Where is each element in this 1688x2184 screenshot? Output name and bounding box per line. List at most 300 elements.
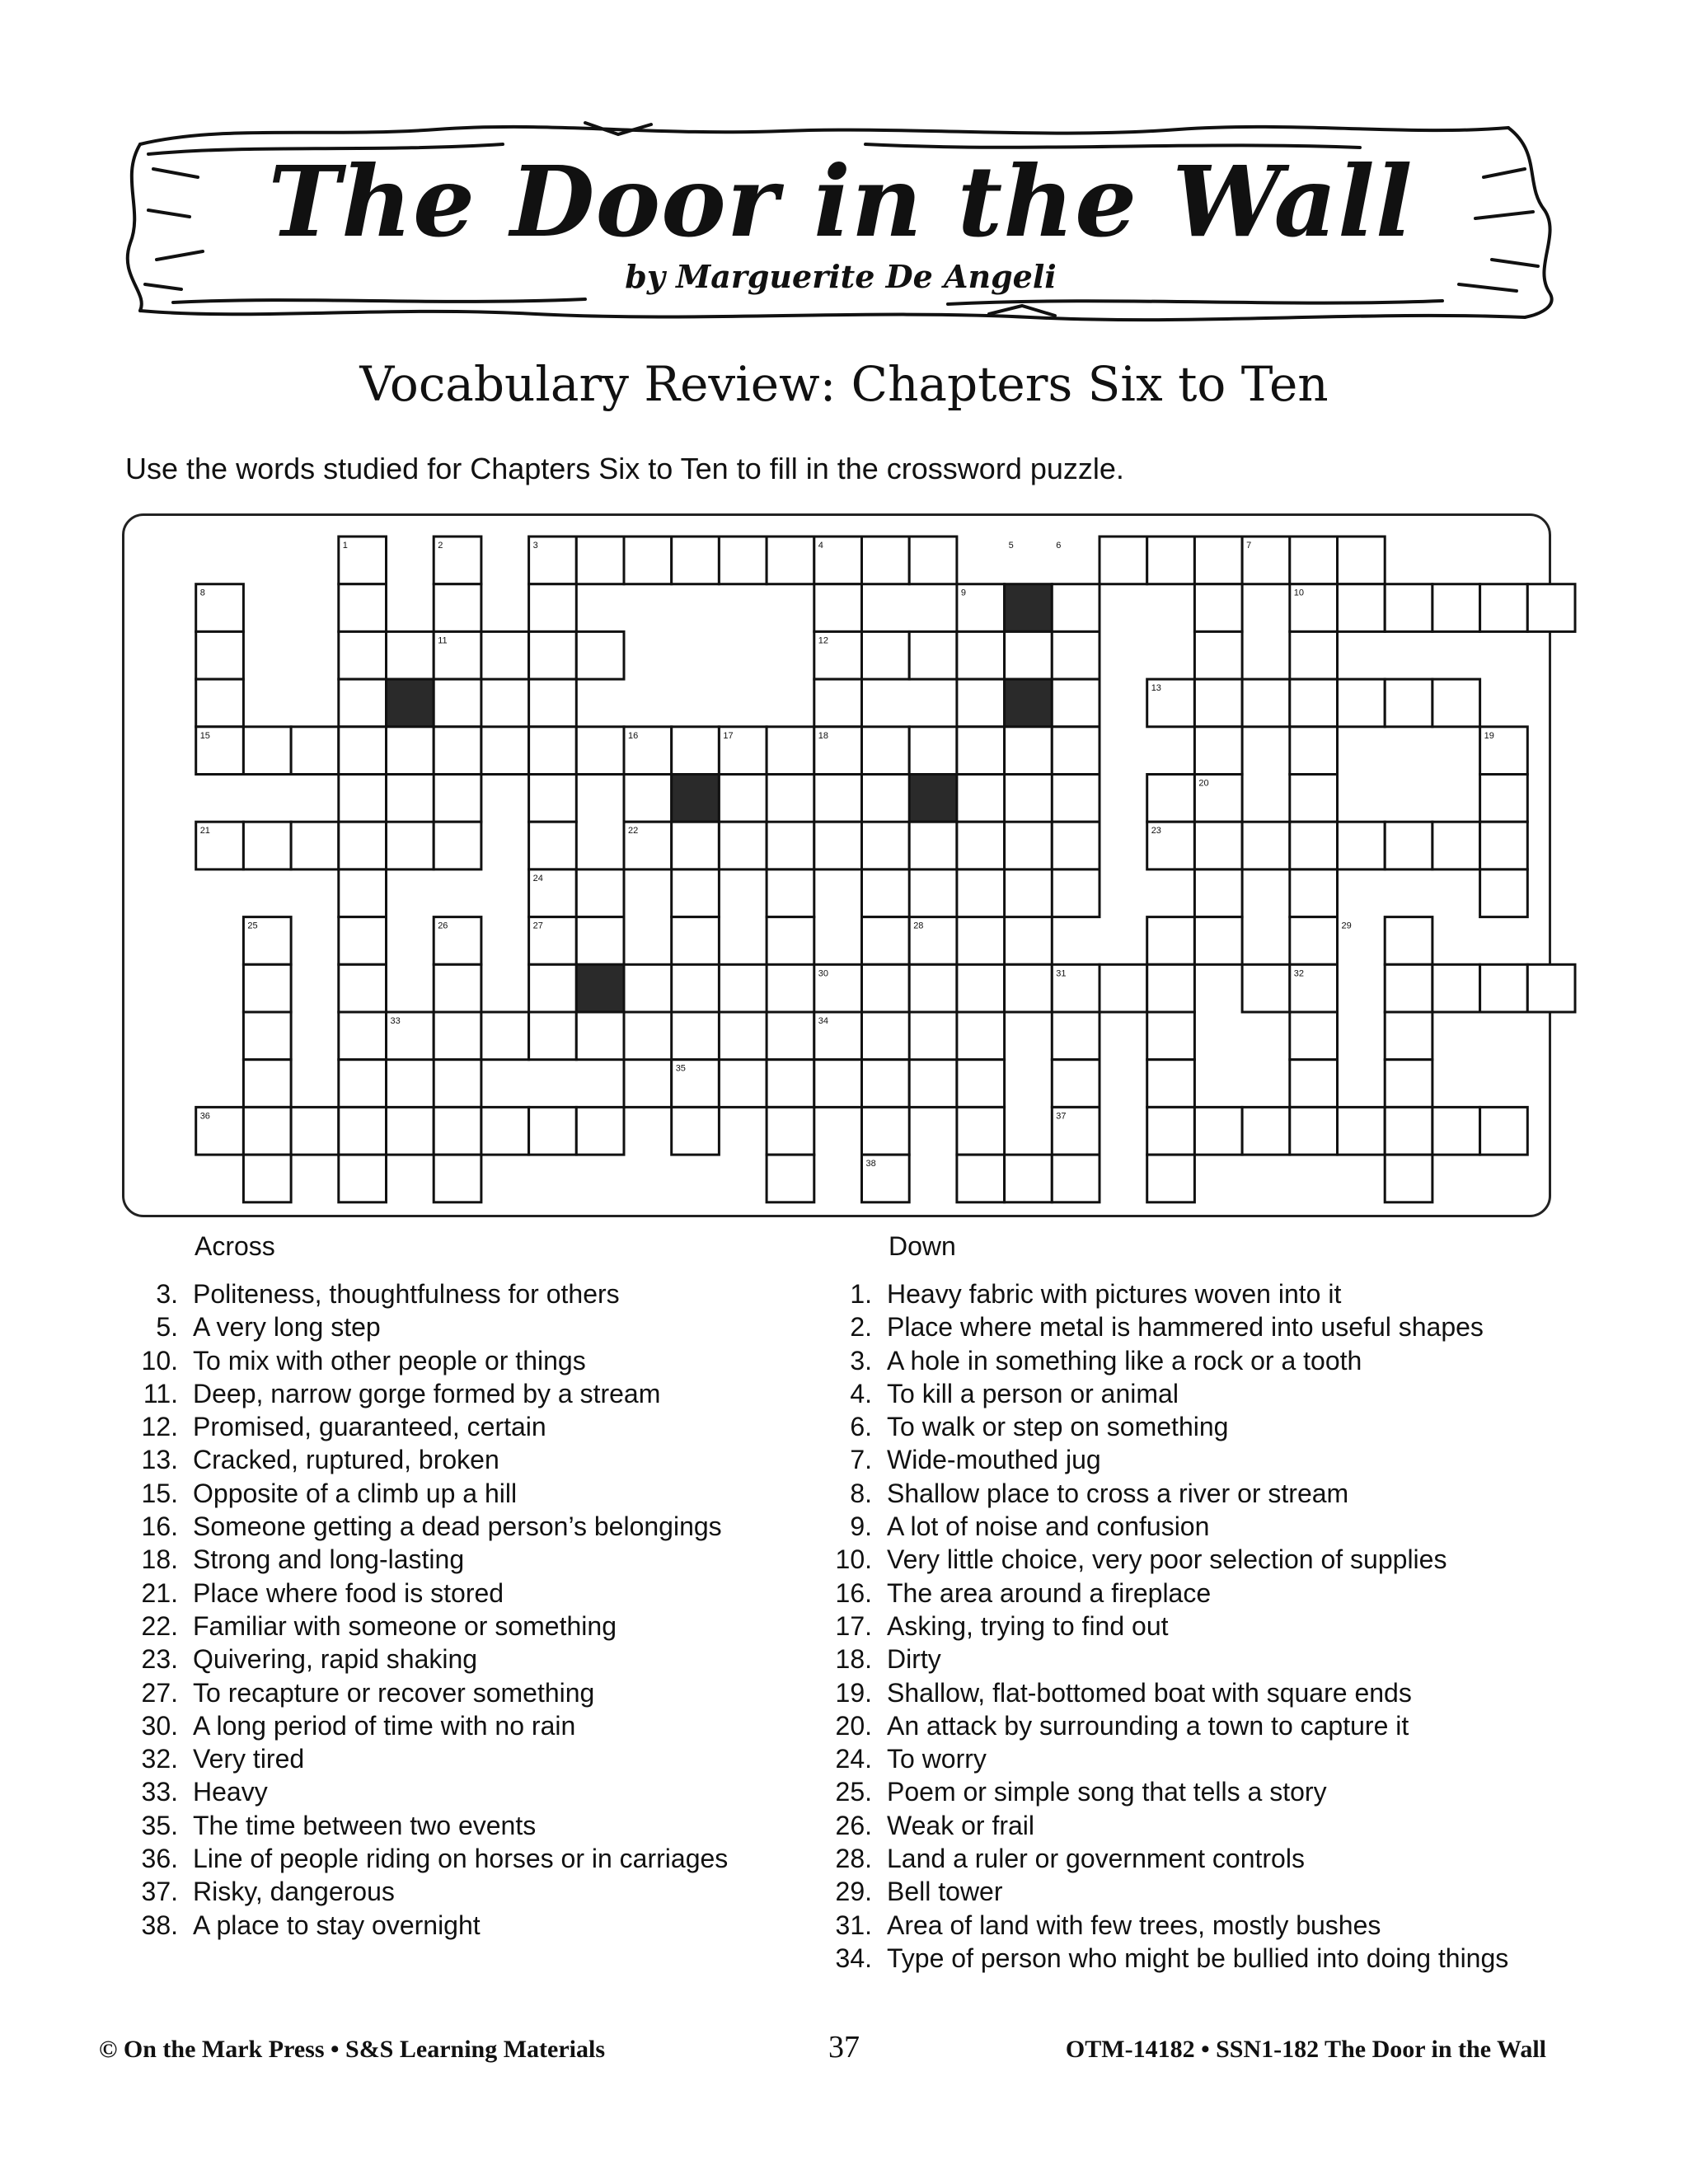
crossword-cell[interactable] [1147, 964, 1195, 1012]
crossword-cell[interactable] [1480, 584, 1528, 632]
clue-number: 7. [850, 1445, 872, 1475]
crossword-cell[interactable] [1385, 1107, 1432, 1155]
crossword-cell[interactable] [576, 1012, 624, 1060]
crossword-cell[interactable] [1290, 822, 1338, 869]
crossword-cell[interactable] [719, 822, 767, 869]
crossword-cell[interactable] [767, 1107, 814, 1155]
clue-number-label: 24 [532, 873, 543, 883]
crossword-cell[interactable] [243, 1060, 291, 1108]
crossword-cell[interactable] [1385, 1012, 1432, 1060]
crossword-cell[interactable] [814, 964, 862, 1012]
crossword-cell[interactable] [1147, 679, 1195, 727]
crossword-cell[interactable] [1338, 584, 1386, 632]
crossword-cell[interactable] [576, 869, 624, 917]
crossword-cell[interactable] [434, 584, 481, 632]
crossword-cell[interactable] [767, 1060, 814, 1108]
crossword-cell[interactable] [196, 1107, 244, 1155]
crossword-cell[interactable] [529, 964, 577, 1012]
crossword-cell[interactable] [1290, 631, 1338, 679]
clue-item [124, 1445, 824, 1478]
crossword-cell[interactable] [814, 822, 862, 869]
book-title: The Door in the Wall [268, 144, 1414, 259]
crossword-cell[interactable] [624, 537, 672, 584]
crossword-cell[interactable] [529, 679, 577, 727]
crossword-cell[interactable] [862, 917, 910, 965]
crossword-cell[interactable] [1194, 869, 1242, 917]
crossword-cell[interactable] [672, 917, 720, 965]
crossword-cell[interactable] [1005, 631, 1053, 679]
crossword-cell[interactable] [909, 631, 957, 679]
crossword-cell[interactable] [576, 727, 624, 775]
clue-number: 22. [141, 1610, 178, 1641]
clue-text: Shallow place to cross a river or stream [887, 1478, 1349, 1508]
clue-item [124, 1644, 824, 1677]
crossword-cell[interactable] [624, 822, 672, 869]
clue-number-label: 26 [438, 921, 448, 931]
crossword-cell[interactable] [1290, 869, 1338, 917]
crossword-cell[interactable] [957, 1155, 1005, 1202]
crossword-cell[interactable] [576, 1107, 624, 1155]
crossword-cell[interactable] [1100, 964, 1147, 1012]
clue-number-label: 20 [1198, 778, 1209, 789]
crossword-cell[interactable] [1194, 917, 1242, 965]
crossword-cell[interactable] [339, 1012, 387, 1060]
crossword-cell[interactable] [1290, 1012, 1338, 1060]
crossword-cell[interactable] [243, 964, 291, 1012]
crossword-cell[interactable] [196, 631, 244, 679]
crossword-cell[interactable] [243, 1012, 291, 1060]
crossword-cell[interactable] [624, 775, 672, 823]
crossword-cell[interactable] [719, 964, 767, 1012]
crossword-cell[interactable] [767, 917, 814, 965]
crossword-cell[interactable] [434, 679, 481, 727]
crossword-cell[interactable] [1147, 1060, 1195, 1108]
crossword-cell[interactable] [1005, 822, 1053, 869]
crossword-cell[interactable] [909, 964, 957, 1012]
crossword-cell[interactable] [434, 727, 481, 775]
crossword-cell[interactable] [196, 727, 244, 775]
crossword-cell[interactable] [243, 822, 291, 869]
clue-number-label: 1 [342, 541, 348, 551]
crossword-cell[interactable] [624, 964, 672, 1012]
crossword-cell[interactable] [1052, 1060, 1100, 1108]
clue-text: Strong and long-lasting [193, 1544, 465, 1575]
crossword-cell[interactable] [339, 869, 387, 917]
crossword-cell[interactable] [957, 775, 1005, 823]
crossword-cell[interactable] [1052, 1155, 1100, 1202]
crossword-cell[interactable] [339, 537, 387, 584]
crossword-cell[interactable] [339, 964, 387, 1012]
crossword-cell[interactable] [481, 1107, 529, 1155]
crossword-cell[interactable] [434, 1107, 481, 1155]
crossword-cell[interactable] [814, 727, 862, 775]
crossword-cell[interactable] [624, 727, 672, 775]
clue-item [818, 1312, 1559, 1345]
crossword-cell[interactable] [1052, 822, 1100, 869]
clue-item [818, 1744, 1559, 1777]
crossword-cell[interactable] [1432, 1107, 1480, 1155]
crossword-cell[interactable] [387, 822, 434, 869]
crossword-cell[interactable] [1052, 679, 1100, 727]
crossword-cell[interactable] [767, 1012, 814, 1060]
crossword-cell[interactable] [529, 631, 577, 679]
clue-text: Politeness, thoughtfulness for others [193, 1279, 620, 1309]
crossword-cell[interactable] [1147, 822, 1195, 869]
crossword-cell[interactable] [1005, 1155, 1053, 1202]
clue-text: Type of person who might be bullied into doing things [887, 1943, 1509, 1973]
crossword-cell[interactable] [1338, 537, 1386, 584]
crossword-cell[interactable] [814, 775, 862, 823]
crossword-cell[interactable] [862, 537, 910, 584]
crossword-cell[interactable] [1385, 584, 1432, 632]
crossword-cell[interactable] [434, 775, 481, 823]
crossword-cell[interactable] [909, 1060, 957, 1108]
crossword-cell[interactable] [767, 727, 814, 775]
crossword-cell[interactable] [1147, 1155, 1195, 1202]
across-heading: Across [195, 1231, 275, 1261]
crossword-cell[interactable] [624, 1060, 672, 1108]
clue-number: 23. [141, 1644, 178, 1675]
crossword-cell[interactable] [1194, 584, 1242, 632]
clue-number-label: 11 [438, 635, 448, 646]
clue-number: 16. [141, 1511, 178, 1542]
crossword-cell[interactable] [529, 584, 577, 632]
crossword-cell[interactable] [1527, 964, 1575, 1012]
crossword-cell[interactable] [1338, 822, 1386, 869]
crossword-cell[interactable] [196, 822, 244, 869]
clue-text: Risky, dangerous [193, 1877, 395, 1907]
crossword-cell[interactable] [1385, 1060, 1432, 1108]
clue-number-label: 12 [818, 635, 829, 646]
crossword-cell[interactable] [909, 917, 957, 965]
crossword-cell[interactable] [909, 537, 957, 584]
crossword-cell[interactable] [339, 679, 387, 727]
crossword-cell[interactable] [672, 822, 720, 869]
crossword-cell[interactable] [339, 631, 387, 679]
down-clue-list [818, 1279, 1559, 1976]
crossword-cell[interactable] [672, 869, 720, 917]
clue-number: 15. [141, 1478, 178, 1508]
crossword-cell[interactable] [1385, 917, 1432, 965]
crossword-cell[interactable] [1005, 917, 1053, 965]
crossword-cell[interactable] [1480, 727, 1528, 775]
clue-item [124, 1578, 824, 1611]
crossword-cell[interactable] [1005, 727, 1053, 775]
crossword-cell[interactable] [1194, 822, 1242, 869]
crossword-cell[interactable] [672, 1107, 720, 1155]
crossword-shaded-cell [909, 775, 957, 823]
footer-publisher: © On the Mark Press • S&S Learning Materials [99, 2036, 605, 2063]
clue-text: Wide-mouthed jug [887, 1445, 1101, 1475]
clue-item [124, 1744, 824, 1777]
crossword-cell[interactable] [1385, 964, 1432, 1012]
crossword-cell[interactable] [1052, 869, 1100, 917]
crossword-cell[interactable] [1432, 964, 1480, 1012]
clue-text: Promised, guaranteed, certain [193, 1412, 546, 1442]
crossword-cell[interactable] [1480, 775, 1528, 823]
crossword-shaded-cell [1005, 584, 1053, 632]
crossword-cell[interactable] [434, 537, 481, 584]
crossword-cell[interactable] [1432, 822, 1480, 869]
clue-number: 4. [850, 1378, 872, 1408]
crossword-cell[interactable] [339, 1155, 387, 1202]
clue-text: A place to stay overnight [193, 1910, 481, 1940]
clue-text: An attack by surrounding a town to capture it [887, 1710, 1409, 1741]
crossword-cell[interactable] [1194, 631, 1242, 679]
crossword-cell[interactable] [387, 631, 434, 679]
crossword-cell[interactable] [1242, 1107, 1290, 1155]
crossword-cell[interactable] [1194, 775, 1242, 823]
crossword-cell[interactable] [1242, 822, 1290, 869]
crossword-cell[interactable] [339, 1060, 387, 1108]
crossword-cell[interactable] [767, 537, 814, 584]
clue-item [818, 1844, 1559, 1877]
crossword-cell[interactable] [862, 1060, 910, 1108]
crossword-cell[interactable] [957, 964, 1005, 1012]
clue-number: 24. [835, 1744, 872, 1774]
crossword-cell[interactable] [767, 869, 814, 917]
crossword-cell[interactable] [434, 1155, 481, 1202]
crossword-cell[interactable] [339, 584, 387, 632]
clue-text: A long period of time with no rain [193, 1710, 576, 1741]
crossword-cell[interactable] [1480, 1107, 1528, 1155]
crossword-cell[interactable] [1290, 1107, 1338, 1155]
crossword-cell[interactable] [387, 1012, 434, 1060]
crossword-cell[interactable] [434, 1060, 481, 1108]
clue-number: 2. [850, 1312, 872, 1343]
clue-number-label: 23 [1151, 826, 1161, 837]
crossword-cell[interactable] [1290, 964, 1338, 1012]
crossword-cell[interactable] [1290, 727, 1338, 775]
crossword-cell[interactable] [243, 1155, 291, 1202]
crossword-cell[interactable] [387, 727, 434, 775]
crossword-cell[interactable] [1290, 917, 1338, 965]
page-number: 37 [828, 2030, 860, 2064]
crossword-cell[interactable] [1432, 584, 1480, 632]
clue-text: Asking, trying to find out [887, 1610, 1169, 1641]
crossword-cell[interactable] [909, 822, 957, 869]
crossword-cell[interactable] [529, 869, 577, 917]
clue-text: Someone getting a dead person’s belongings [193, 1511, 722, 1542]
clue-number: 29. [835, 1877, 872, 1907]
crossword-cell[interactable] [957, 727, 1005, 775]
clue-number-label: 2 [438, 541, 443, 551]
crossword-cell[interactable] [339, 775, 387, 823]
crossword-cell[interactable] [576, 917, 624, 965]
clue-number-label: 10 [1293, 588, 1305, 598]
crossword-cell[interactable] [672, 537, 720, 584]
crossword-cell[interactable] [1194, 727, 1242, 775]
clue-item [818, 1479, 1559, 1511]
clue-item [124, 1346, 824, 1379]
clue-item [818, 1511, 1559, 1544]
crossword-cell[interactable] [957, 1012, 1005, 1060]
crossword-cell[interactable] [339, 917, 387, 965]
crossword-cell[interactable] [1338, 679, 1386, 727]
crossword-cell[interactable] [672, 1060, 720, 1108]
crossword-cell[interactable] [862, 869, 910, 917]
crossword-cell[interactable] [862, 822, 910, 869]
crossword-cell[interactable] [291, 727, 339, 775]
clue-item [818, 1943, 1559, 1976]
clue-number: 12. [141, 1412, 178, 1442]
title-banner [124, 120, 1558, 334]
crossword-cell[interactable] [1147, 917, 1195, 965]
crossword-cell[interactable] [434, 822, 481, 869]
crossword-cell[interactable] [1194, 1107, 1242, 1155]
crossword-cell[interactable] [814, 679, 862, 727]
clue-number: 26. [835, 1810, 872, 1840]
clue-text: Line of people riding on horses or in carriages [193, 1844, 729, 1874]
clue-number-label: 30 [818, 968, 829, 979]
crossword-cell[interactable] [1147, 775, 1195, 823]
clue-number: 11. [143, 1378, 178, 1408]
crossword-cell[interactable] [1147, 1107, 1195, 1155]
clue-item [818, 1445, 1559, 1478]
crossword-cell[interactable] [862, 727, 910, 775]
crossword-cell[interactable] [1290, 537, 1338, 584]
clue-number: 20. [835, 1710, 872, 1741]
clue-number: 13. [141, 1445, 178, 1475]
crossword-cell[interactable] [196, 679, 244, 727]
crossword-cell[interactable] [909, 727, 957, 775]
crossword-cell[interactable] [196, 584, 244, 632]
crossword-cell[interactable] [1385, 679, 1432, 727]
crossword-cell[interactable] [1480, 822, 1528, 869]
crossword-cell[interactable] [481, 631, 529, 679]
clue-number: 3. [850, 1345, 872, 1376]
crossword-cell[interactable] [957, 869, 1005, 917]
crossword-cell[interactable] [481, 727, 529, 775]
crossword-cell[interactable] [529, 727, 577, 775]
clue-number: 27. [141, 1677, 178, 1708]
crossword-cell[interactable] [1480, 964, 1528, 1012]
clue-item [818, 1544, 1559, 1577]
crossword-cell[interactable] [814, 537, 862, 584]
crossword-cell[interactable] [387, 1107, 434, 1155]
crossword-cell[interactable] [1005, 964, 1053, 1012]
crossword-cell[interactable] [814, 584, 862, 632]
crossword-cell[interactable] [1052, 1107, 1100, 1155]
crossword-cell[interactable] [1480, 869, 1528, 917]
clue-text: A lot of noise and confusion [887, 1511, 1210, 1542]
crossword-cell[interactable] [957, 631, 1005, 679]
crossword-cell[interactable] [672, 1012, 720, 1060]
crossword-cell[interactable] [434, 964, 481, 1012]
crossword-cell[interactable] [767, 1155, 814, 1202]
crossword-cell[interactable] [719, 537, 767, 584]
crossword-cell[interactable] [672, 727, 720, 775]
crossword-cell[interactable] [434, 1012, 481, 1060]
clue-text: Quivering, rapid shaking [193, 1644, 478, 1675]
clue-number: 10. [835, 1544, 872, 1575]
crossword-cell[interactable] [957, 822, 1005, 869]
crossword-cell[interactable] [339, 822, 387, 869]
clue-number: 33. [141, 1777, 178, 1807]
crossword-cell[interactable] [1290, 679, 1338, 727]
crossword-cell[interactable] [767, 822, 814, 869]
crossword-cell[interactable] [957, 1060, 1005, 1108]
crossword-cell[interactable] [1385, 1155, 1432, 1202]
crossword-cell[interactable] [1242, 679, 1290, 727]
crossword-cell[interactable] [243, 917, 291, 965]
crossword-cell[interactable] [576, 537, 624, 584]
crossword-cell[interactable] [1290, 584, 1338, 632]
clue-number-label: 35 [675, 1063, 686, 1074]
crossword-cell[interactable] [1194, 537, 1242, 584]
crossword-cell[interactable] [576, 631, 624, 679]
crossword-cell[interactable] [862, 631, 910, 679]
clue-text: Familiar with someone or something [193, 1610, 617, 1641]
crossword-cell[interactable] [957, 584, 1005, 632]
crossword-cell[interactable] [529, 917, 577, 965]
clue-text: Heavy fabric with pictures woven into it [887, 1279, 1342, 1309]
footer-product-code: OTM-14182 • SSN1-182 The Door in the Wall [1065, 2036, 1546, 2063]
crossword-cell[interactable] [862, 1107, 910, 1155]
crossword-cell[interactable] [243, 1107, 291, 1155]
crossword-cell[interactable] [243, 727, 291, 775]
crossword-cell[interactable] [1385, 822, 1432, 869]
crossword-cell[interactable] [529, 1012, 577, 1060]
crossword-cell[interactable] [1052, 727, 1100, 775]
clue-text: To worry [887, 1744, 987, 1774]
crossword-cell[interactable] [1052, 631, 1100, 679]
crossword-cell[interactable] [339, 727, 387, 775]
crossword-cell[interactable] [814, 631, 862, 679]
crossword-cell[interactable] [814, 1012, 862, 1060]
crossword-cell[interactable] [957, 679, 1005, 727]
crossword-cell[interactable] [814, 1060, 862, 1108]
crossword-cell[interactable] [529, 1107, 577, 1155]
crossword-cell[interactable] [1290, 1060, 1338, 1108]
crossword-cell[interactable] [339, 1107, 387, 1155]
crossword-cell[interactable] [1527, 584, 1575, 632]
clue-item [818, 1644, 1559, 1677]
crossword-cell[interactable] [1432, 679, 1480, 727]
crossword-cell[interactable] [529, 537, 577, 584]
clue-number: 18. [141, 1544, 178, 1575]
crossword-cell[interactable] [434, 631, 481, 679]
crossword-cell[interactable] [1338, 1107, 1386, 1155]
crossword-cell[interactable] [862, 964, 910, 1012]
crossword-cell[interactable] [1052, 1012, 1100, 1060]
crossword-cell[interactable] [957, 1107, 1005, 1155]
crossword-cell[interactable] [1242, 964, 1290, 1012]
crossword-cell[interactable] [1147, 1012, 1195, 1060]
crossword-cell[interactable] [529, 775, 577, 823]
crossword-cell[interactable] [719, 775, 767, 823]
crossword-cell[interactable] [1052, 584, 1100, 632]
crossword-cell[interactable] [719, 1060, 767, 1108]
crossword-cell[interactable] [1100, 537, 1147, 584]
clue-item [818, 1279, 1559, 1312]
crossword-cell[interactable] [1052, 964, 1100, 1012]
crossword-cell[interactable] [1194, 679, 1242, 727]
crossword-cell[interactable] [529, 822, 577, 869]
clue-text: The area around a fireplace [887, 1577, 1212, 1608]
crossword-cell[interactable] [862, 1012, 910, 1060]
crossword-cell[interactable] [291, 822, 339, 869]
crossword-cell[interactable] [1290, 775, 1338, 823]
crossword-cell[interactable] [719, 727, 767, 775]
crossword-cell[interactable] [1052, 775, 1100, 823]
crossword-cell[interactable] [291, 1107, 339, 1155]
crossword-cell[interactable] [862, 1155, 910, 1202]
crossword-cell[interactable] [481, 1012, 529, 1060]
crossword-cell[interactable] [1147, 537, 1195, 584]
crossword-cell[interactable] [1242, 537, 1290, 584]
crossword-cell[interactable] [434, 917, 481, 965]
